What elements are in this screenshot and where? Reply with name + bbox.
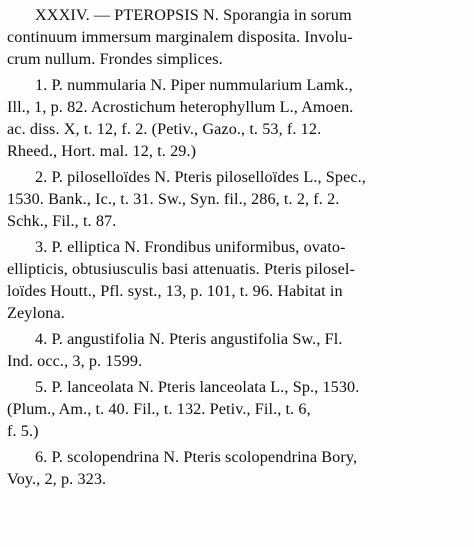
entry-1-line-4: Rheed., Hort. mal. 12, t. 29.) — [7, 142, 197, 160]
entry-3-line-1: 3. P. elliptica N. Frondibus uniformibus, ovato- — [35, 238, 346, 256]
entry-5-line-3: f. 5.) — [7, 422, 39, 440]
entry-1-line-1: 1. P. nummularia N. Piper nummularium Lamk., — [35, 76, 353, 94]
heading-line-3: crum nullum. Frondes simplices. — [7, 50, 223, 68]
entry-3-line-3: loïdes Houtt., Pfl. syst., 13, p. 101, t. 96. Habitat in — [7, 282, 343, 300]
entry-1-line-2: Ill., 1, p. 82. Acrostichum heterophyllum L., Amoen. — [7, 98, 354, 116]
entry-2-line-2: 1530. Bank., Ic., t. 31. Sw., Syn. fil., 286, t. 2, f. 2. — [7, 190, 340, 208]
entry-4-line-2: Ind. occ., 3, p. 1599. — [7, 352, 143, 370]
entry-1-line-3: ac. diss. X, t. 12, f. 2. (Petiv., Gazo., t. 53, f. 12. — [7, 120, 322, 138]
entry-6-line-2: Voy., 2, p. 323. — [7, 470, 107, 488]
heading-line-1: XXXIV. — PTEROPSIS N. Sporangia in sorum — [35, 6, 352, 24]
entry-6-line-1: 6. P. scolopendrina N. Pteris scolopendrina Bory, — [35, 448, 358, 466]
entry-5-line-2: (Plum., Am., t. 40. Fil., t. 132. Petiv., Fil., t. 6, — [7, 400, 311, 418]
entry-4-line-1: 4. P. angustifolia N. Pteris angustifolia Sw., Fl. — [35, 330, 343, 348]
entry-3-line-2: ellipticis, obtusiusculis basi attenuatis. Pteris pilosel- — [7, 260, 355, 278]
entry-2-line-1: 2. P. piloselloïdes N. Pteris piloselloïdes L., Spec., — [35, 168, 366, 186]
entry-5-line-1: 5. P. lanceolata N. Pteris lanceolata L., Sp., 1530. — [35, 378, 360, 396]
heading-line-2: continuum immersum marginalem disposita. Involu- — [7, 28, 353, 46]
entry-3-line-4: Zeylona. — [7, 304, 65, 322]
entry-2-line-3: Schk., Fil., t. 87. — [7, 212, 117, 230]
